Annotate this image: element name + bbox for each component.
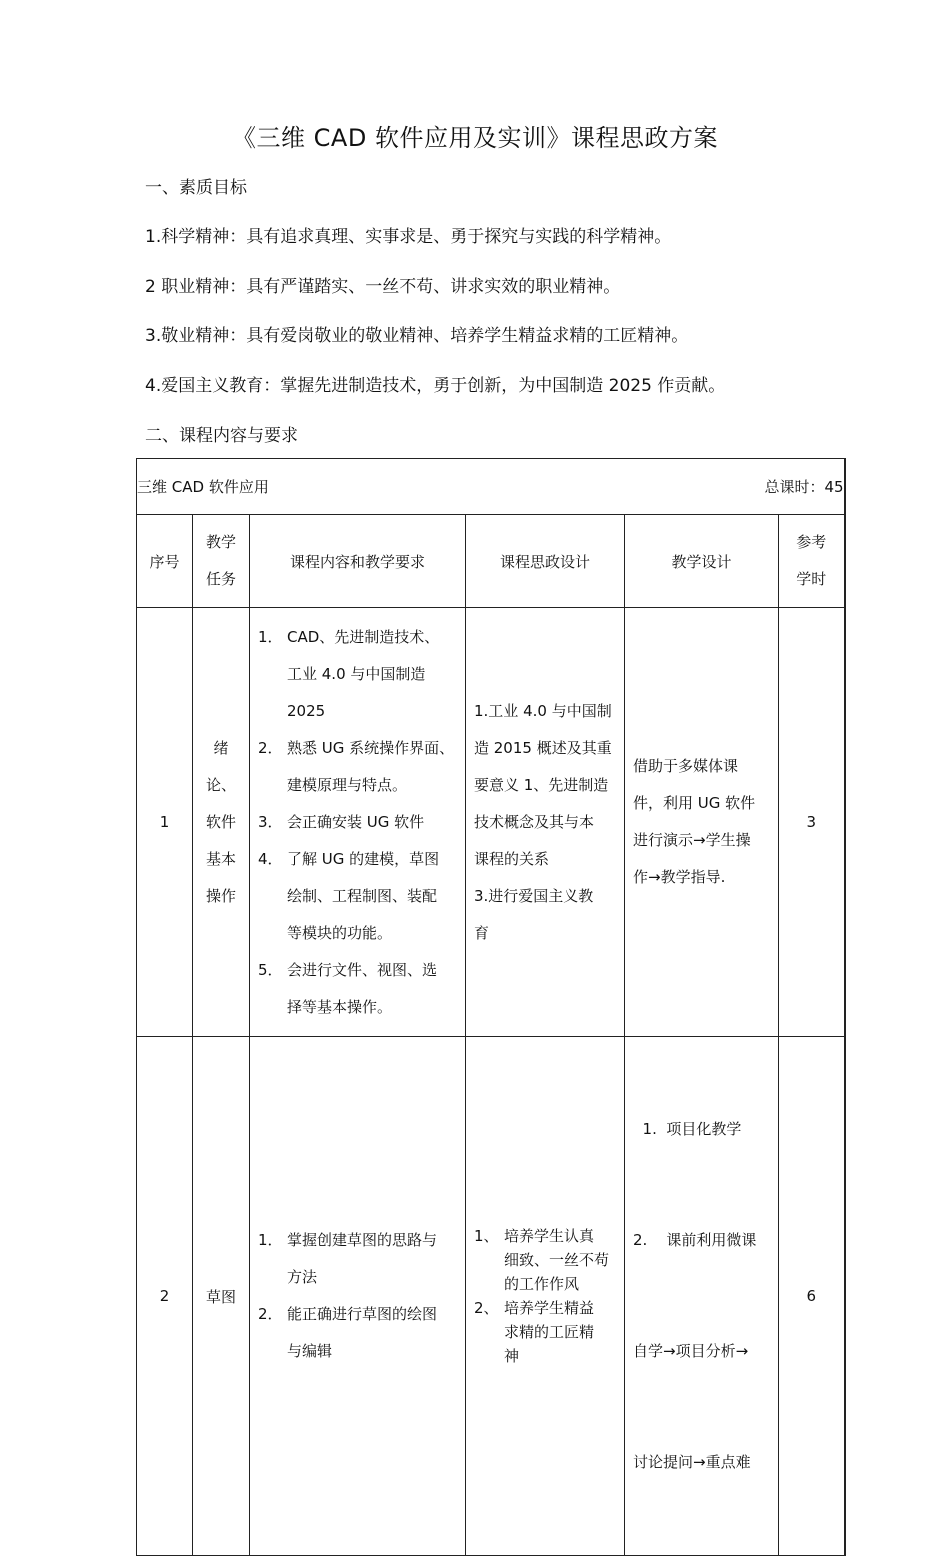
list-item — [474, 1224, 616, 1296]
list-line: 神 — [504, 1347, 520, 1365]
list-number: 1． — [258, 1231, 283, 1249]
goal-item-4: 4.爱国主义教育：掌握先进制造技术，勇于创新，为中国制造 2025 作贡献。 — [145, 376, 726, 396]
list-line: 建模原理与特点。 — [287, 775, 408, 794]
row-task-line: 基本 — [205, 849, 236, 868]
goal-item-3: 3.敬业精神：具有爱岗敬业的敬业精神、培养学生精益求精的工匠精神。 — [145, 326, 689, 346]
header-no: 序号 — [137, 515, 193, 608]
design-text — [625, 1037, 778, 1555]
design-line: 自学→项目分析→ — [633, 1342, 749, 1360]
course-table — [136, 458, 846, 1556]
content-list — [250, 619, 465, 1026]
list-line: 等模块的功能。 — [287, 923, 393, 942]
ideology-text — [466, 693, 624, 952]
row-task-line: 操作 — [205, 886, 236, 905]
ideology-line: 育 — [474, 923, 490, 942]
design-line: 件，利用 UG 软件 — [633, 794, 756, 812]
ideology-line: 1.工业 4.0 与中国制 — [474, 701, 612, 720]
list-line: 能正确进行草图的绘图 — [287, 1305, 438, 1323]
list-line: CAD、先进制造技术、 — [287, 627, 440, 646]
content-list — [250, 1222, 465, 1370]
list-number: 2． — [258, 738, 283, 757]
list-number: 1、 — [474, 1227, 499, 1245]
list-line: 会正确安装 UG 软件 — [287, 812, 425, 831]
header-task-line: 任务 — [205, 570, 236, 588]
header-hours-line: 参考 — [796, 533, 827, 551]
row-content — [250, 608, 466, 1037]
list-item — [258, 804, 457, 841]
total-hours: 总课时：45 — [764, 478, 844, 496]
header-content: 课程内容和教学要求 — [250, 515, 466, 608]
ideology-line: 造 2015 概述及其重 — [474, 738, 612, 757]
ideology-line: 要意义 1、先进制造 — [474, 775, 609, 794]
list-line: 择等基本操作。 — [287, 997, 393, 1016]
list-item — [258, 1296, 457, 1370]
ideology-list — [466, 1224, 624, 1368]
design-line: 2. 课前利用微课 — [633, 1231, 757, 1249]
row-design — [625, 608, 779, 1037]
list-number: 4． — [258, 849, 283, 868]
list-line: 2025 — [287, 701, 326, 720]
row-no: 2 — [137, 1037, 193, 1556]
header-task-line: 教学 — [205, 533, 236, 551]
row-hours: 3 — [779, 608, 845, 1037]
table-header-row — [137, 515, 845, 608]
row-ideology — [466, 608, 625, 1037]
course-name: 三维 CAD 软件应用 — [137, 478, 269, 496]
course-summary-cell — [137, 459, 845, 515]
ideology-line: 技术概念及其与本 — [474, 812, 595, 831]
list-line: 的工作作风 — [504, 1275, 580, 1293]
row-no: 1 — [137, 608, 193, 1037]
table-row — [137, 1037, 845, 1556]
list-item — [258, 952, 457, 1026]
list-line: 方法 — [287, 1268, 318, 1286]
row-content — [250, 1037, 466, 1556]
list-item — [258, 841, 457, 952]
row-task — [193, 608, 250, 1037]
design-line: 讨论提问→重点难 — [633, 1453, 751, 1471]
header-task — [193, 515, 250, 608]
goal-item-2: 2 职业精神：具有严谨踏实、一丝不苟、讲求实效的职业精神。 — [145, 277, 621, 297]
row-task-line: 软件 — [205, 812, 236, 831]
design-line: 1. 项目化教学 — [633, 1120, 742, 1138]
ideology-line: 3.进行爱国主义教 — [474, 886, 594, 905]
goal-item-1: 1.科学精神：具有追求真理、实事求是、勇于探究与实践的科学精神。 — [145, 227, 672, 247]
header-ideology: 课程思政设计 — [466, 515, 625, 608]
ideology-line: 课程的关系 — [474, 849, 550, 868]
list-number: 5． — [258, 960, 283, 979]
row-hours: 6 — [779, 1037, 845, 1556]
header-hours-line: 学时 — [796, 570, 827, 588]
design-text — [625, 748, 778, 896]
list-line: 工业 4.0 与中国制造 — [287, 664, 426, 683]
list-number: 2、 — [474, 1299, 499, 1317]
list-item — [258, 730, 457, 804]
table-row — [137, 608, 845, 1037]
header-design: 教学设计 — [625, 515, 779, 608]
document-title: 《三维 CAD 软件应用及实训》课程思政方案 — [232, 124, 718, 152]
list-number: 1． — [258, 627, 283, 646]
list-line: 掌握创建草图的思路与 — [287, 1231, 438, 1249]
list-line: 与编辑 — [287, 1342, 333, 1360]
row-task-line: 论、 — [205, 775, 236, 794]
row-design — [625, 1037, 779, 1556]
design-line: 进行演示→学生操 — [633, 831, 751, 849]
list-number: 3． — [258, 812, 283, 831]
design-line: 借助于多媒体课 — [633, 757, 739, 775]
list-line: 培养学生认真 — [504, 1227, 595, 1245]
list-line: 绘制、工程制图、装配 — [287, 886, 438, 905]
row-ideology — [466, 1037, 625, 1556]
section-heading-quality-goals: 一、素质目标 — [145, 178, 247, 198]
list-number: 2． — [258, 1305, 283, 1323]
list-line: 细致、一丝不苟 — [504, 1251, 610, 1269]
row-task: 草图 — [193, 1037, 250, 1556]
list-item — [474, 1296, 616, 1368]
design-line: 作→教学指导. — [633, 868, 726, 886]
table-course-row — [137, 459, 845, 515]
section-heading-course-content: 二、课程内容与要求 — [145, 426, 298, 446]
list-item — [258, 1222, 457, 1296]
row-task-line: 绪 — [213, 738, 229, 757]
list-line: 了解 UG 的建模，草图 — [287, 849, 440, 868]
list-line: 熟悉 UG 系统操作界面、 — [287, 738, 455, 757]
list-line: 会进行文件、视图、选 — [287, 960, 438, 979]
list-item — [258, 619, 457, 730]
header-hours — [779, 515, 845, 608]
list-line: 求精的工匠精 — [504, 1323, 595, 1341]
list-line: 培养学生精益 — [504, 1299, 595, 1317]
